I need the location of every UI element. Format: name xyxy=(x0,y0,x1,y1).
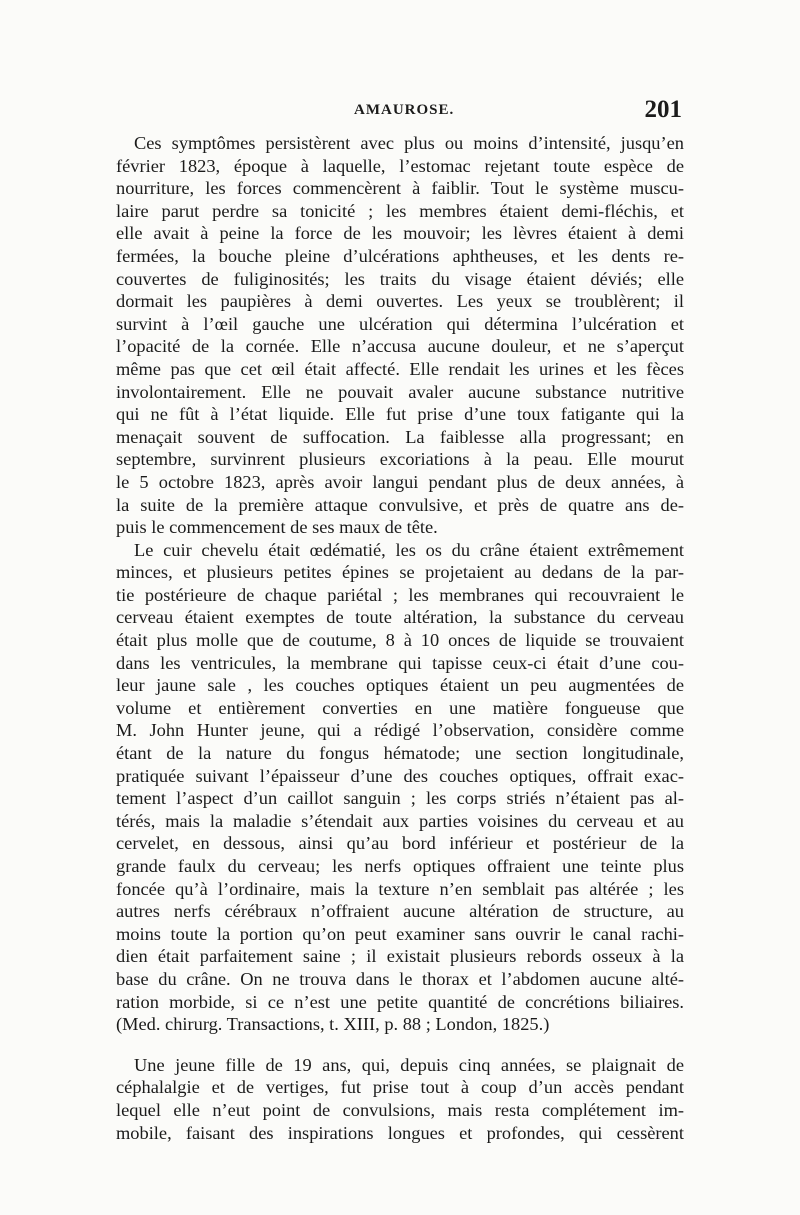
text-line: ration morbide, si ce n’est une petite quantité de concrétions biliaires. xyxy=(116,991,684,1012)
paragraph-gap xyxy=(116,1036,684,1054)
text-line: février 1823, époque à laquelle, l’estomac rejetant toute espèce de xyxy=(116,155,684,176)
paragraph-1 xyxy=(116,132,684,539)
text-line: tie postérieure de chaque pariétal ; les membranes qui recouvraient le xyxy=(116,584,684,605)
text-line: cervelet, en dessous, ainsi qu’au bord inférieur et postérieur de la xyxy=(116,833,684,854)
text-line: dormait les paupières à demi ouvertes. Les yeux se troublèrent; il xyxy=(116,291,684,312)
text-line: qui ne fût à l’état liquide. Elle fut prise d’une toux fatigante qui la xyxy=(116,404,684,425)
text-line: laire parut perdre sa tonicité ; les membres étaient demi-fléchis, et xyxy=(116,200,684,221)
text-line: septembre, survinrent plusieurs excoriations à la peau. Elle mourut xyxy=(116,449,684,470)
paragraph-2 xyxy=(116,539,684,1036)
body-text xyxy=(116,132,684,1144)
text-line: puis le commencement de ses maux de tête. xyxy=(116,517,438,538)
text-line: lequel elle n’eut point de convulsions, mais resta complétement im- xyxy=(116,1099,684,1120)
text-line: elle avait à peine la force de les mouvoir; les lèvres étaient à demi xyxy=(116,223,684,244)
text-line: moins toute la portion qu’on peut examiner sans ouvrir le canal rachi- xyxy=(116,923,684,944)
text-line: même pas que cet œil était affecté. Elle rendait les urines et les fèces xyxy=(116,358,684,379)
text-line: mobile, faisant des inspirations longues et profondes, qui cessèrent xyxy=(116,1122,684,1143)
text-line: autres nerfs cérébraux n’offraient aucune altération de structure, au xyxy=(116,901,684,922)
text-line: la suite de la première attaque convulsive, et près de quatre ans de- xyxy=(116,494,684,515)
running-title: AMAUROSE. xyxy=(354,102,455,118)
text-line: Ces symptômes persistèrent avec plus ou moins d’intensité, jusqu’en xyxy=(134,133,684,153)
text-line: l’opacité de la cornée. Elle n’accusa aucune douleur, et ne s’aperçut xyxy=(116,336,684,357)
text-line: couvertes de fuliginosités; les traits du visage étaient déviés; elle xyxy=(116,268,684,289)
text-line: minces, et plusieurs petites épines se projetaient au dedans de la par- xyxy=(116,562,684,583)
page-header xyxy=(116,96,684,126)
text-line: nourriture, les forces commencèrent à faiblir. Tout le système muscu- xyxy=(116,178,684,199)
text-line: base du crâne. On ne trouva dans le thorax et l’abdomen aucune alté- xyxy=(116,968,684,989)
text-line: volume et entièrement converties en une matière fongueuse que xyxy=(116,697,684,718)
text-line: était plus molle que de coutume, 8 à 10 onces de liquide se trouvaient xyxy=(116,630,684,651)
text-line: étant de la nature du fongus hématode; une section longitudinale, xyxy=(116,743,684,764)
page-number: 201 xyxy=(644,96,682,123)
text-line: grande faulx du cerveau; les nerfs optiques offraient une teinte plus xyxy=(116,856,684,876)
text-line: Le cuir chevelu était œdématié, les os du crâne étaient extrêmement xyxy=(134,539,684,560)
text-line: survint à l’œil gauche une ulcération qui détermina l’ulcération et xyxy=(116,313,684,334)
text-line: fermées, la bouche pleine d’ulcérations aphtheuses, et les dents re- xyxy=(116,245,684,266)
paragraph-3 xyxy=(116,1054,684,1144)
text-line: dans les ventricules, la membrane qui tapisse ceux-ci était d’une cou- xyxy=(116,652,684,673)
text-line: leur jaune sale , les couches optiques étaient un peu augmentées de xyxy=(116,675,684,696)
text-line: cerveau étaient exemptes de toute altération, la substance du cerveau xyxy=(116,607,684,628)
text-line: involontairement. Elle ne pouvait avaler aucune substance nutritive xyxy=(116,381,684,402)
text-line: céphalalgie et de vertiges, fut prise tout à coup d’un accès pendant xyxy=(116,1077,684,1098)
text-line: menaçait souvent de suffocation. La faiblesse alla progressant; en xyxy=(116,426,684,447)
citation-line: (Med. chirurg. Transactions, t. XIII, p. 88 ; London, 1825.) xyxy=(116,1014,550,1035)
text-line: M. John Hunter jeune, qui a rédigé l’observation, considère comme xyxy=(116,720,684,741)
text-line: pratiquée suivant l’épaisseur d’une des couches optiques, offrait exac- xyxy=(116,765,684,786)
text-line: foncée qu’à l’ordinaire, mais la texture n’en semblait pas altérée ; les xyxy=(116,878,684,899)
text-line: dien était parfaitement saine ; il existait plusieurs rebords osseux à la xyxy=(116,946,684,967)
text-line: térés, mais la maladie s’étendait aux parties voisines du cerveau et au xyxy=(116,810,684,831)
text-line: Une jeune fille de 19 ans, qui, depuis cinq années, se plaignait de xyxy=(134,1054,684,1075)
text-line: tement l’aspect d’un caillot sanguin ; les corps striés n’étaient pas al- xyxy=(116,788,684,809)
text-line: le 5 octobre 1823, après avoir langui pendant plus de deux années, à xyxy=(116,471,684,492)
